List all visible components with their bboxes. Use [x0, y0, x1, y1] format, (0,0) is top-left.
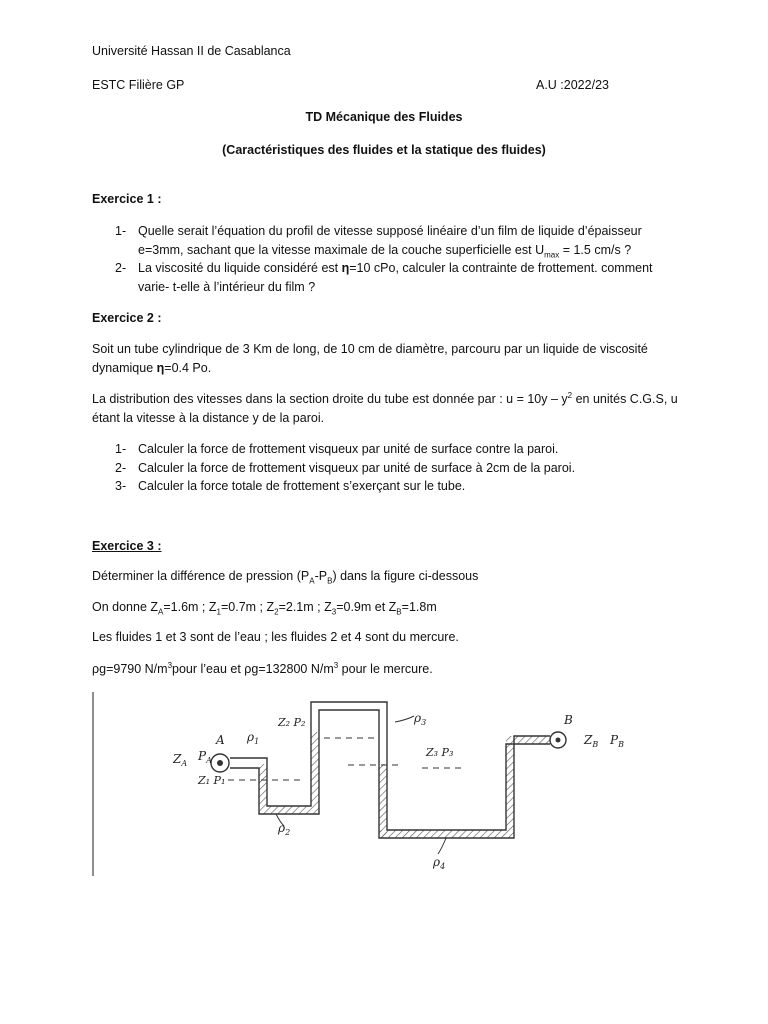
label-part: 4	[440, 862, 446, 871]
exercise-1-question-2	[92, 259, 682, 296]
label-part: B	[592, 740, 599, 749]
exercise-2-question	[92, 440, 682, 459]
paragraph-text: en unités C.G.S, u étant la vitesse à la distance y de la paroi.	[92, 392, 678, 425]
label-rho2	[277, 821, 290, 837]
question-text	[138, 224, 642, 257]
label-z3-p3: Z₃ P₃	[426, 746, 454, 759]
point-a-center	[217, 760, 223, 766]
manometer-figure	[92, 688, 676, 876]
label-part: B	[618, 740, 624, 749]
paragraph-text: La distribution des vitesses dans la section droite du tube est donnée par : u = 10y – y	[92, 392, 568, 406]
label-z2-p2: Z₂ P₂	[278, 716, 306, 729]
subscript: A	[309, 576, 315, 586]
label-part: 1	[254, 737, 260, 746]
mercury-fill	[259, 732, 554, 838]
label-part: P	[610, 733, 619, 747]
school-program: ESTC Filière GP	[92, 78, 185, 92]
exercise-2-questions	[92, 440, 682, 496]
page-subtitle: (Caractéristiques des fluides et la statique des fluides)	[222, 143, 546, 157]
exercise-3-line-3: Les fluides 1 et 3 sont de l’eau ; les fluides 2 et 4 sont du mercure.	[92, 630, 459, 644]
label-za	[172, 752, 187, 768]
academic-year: A.U :2022/23	[536, 78, 609, 92]
line-text: =1.6m ; Z	[163, 600, 217, 614]
page-title: TD Mécanique des Fluides	[305, 110, 463, 124]
label-part: 2	[285, 828, 291, 837]
line-text: pour le mercure.	[338, 662, 433, 676]
paragraph-text: =0.4 Po.	[164, 361, 212, 375]
label-rho1	[246, 730, 259, 746]
question-text: Calculer la force totale de frottement s’exerçant sur le tube.	[138, 479, 466, 493]
label-part: P	[198, 749, 207, 763]
label-part: ρ	[278, 821, 286, 835]
label-rho4	[432, 855, 445, 871]
label-part: ρ	[414, 711, 422, 725]
exercise-3-line-4	[92, 662, 433, 676]
line-text: -P	[314, 569, 328, 583]
question-text: Calculer la force de frottement visqueux par unité de surface contre la paroi.	[138, 442, 559, 456]
exercise-3-line-2	[92, 600, 437, 617]
question-text-part: = 1.5 cm/s ?	[559, 242, 632, 257]
line-text: ρg=9790 N/m	[92, 662, 168, 676]
label-z1-p1: Z₁ P₁	[198, 774, 226, 787]
superscript: 3	[167, 660, 173, 670]
question-text-part: La viscosité du liquide considéré est	[138, 261, 342, 275]
line-text: ) dans la figure ci-dessous	[332, 569, 479, 583]
line-text: =0.9m et Z	[336, 600, 397, 614]
question-text: Calculer la force de frottement visqueux par unité de surface à 2cm de la paroi.	[138, 460, 576, 475]
exercise-3-line-1	[92, 569, 479, 586]
exercise-1-questions	[92, 222, 682, 296]
subscript: 2	[274, 607, 279, 617]
subscript: 1	[216, 607, 221, 617]
line-text: On donne Z	[92, 600, 159, 614]
question-text	[138, 261, 653, 294]
label-part: Z	[584, 733, 593, 747]
square-superscript: 2	[567, 390, 573, 400]
exercise-3-heading: Exercice 3 :	[92, 539, 162, 553]
question-text-part: Quelle serait l’équation du profil de vitesse supposé linéaire d’un film de liquide d’épaisseur e=3mm, sachant que la vitesse maximale de la couche superficielle est U	[138, 224, 642, 257]
label-rho3	[413, 711, 426, 727]
exercise-2-question	[92, 477, 682, 496]
exercise-2-heading: Exercice 2 :	[92, 311, 162, 325]
exercise-1-question-1	[92, 222, 682, 259]
label-zb	[583, 733, 598, 749]
label-b: B	[564, 713, 573, 727]
question-text-part: =10 cPo, calculer la contrainte de frottement. comment varie- t-elle à l’intérieur du film ?	[138, 261, 653, 294]
exercise-2-paragraph-1	[92, 340, 678, 378]
university-name: Université Hassan II de Casablanca	[92, 44, 291, 58]
question-number: 2-	[115, 460, 127, 475]
question-number: 1-	[115, 224, 127, 238]
label-part: ρ	[247, 730, 255, 744]
subscript: B	[327, 576, 333, 586]
label-part: Z	[173, 752, 182, 766]
line-text: =1.8m	[401, 600, 437, 614]
label-part: A	[181, 759, 188, 768]
question-number: 2-	[115, 261, 127, 275]
line-text: Déterminer la différence de pression (P	[92, 569, 310, 583]
exercise-2-paragraph-2	[92, 390, 678, 428]
subscript: 3	[331, 607, 337, 617]
label-part: A	[206, 756, 212, 765]
exercise-2-question	[92, 459, 682, 478]
superscript: 3	[333, 660, 339, 670]
question-number: 3-	[115, 479, 127, 493]
eta-symbol: η	[341, 261, 350, 275]
line-text: =0.7m ; Z	[220, 600, 275, 614]
paragraph-text: Soit un tube cylindrique de 3 Km de long, de 10 cm de diamètre, parcouru par un liquide de viscosité dynamique	[92, 342, 648, 375]
label-a: A	[216, 733, 225, 747]
subscript: B	[396, 607, 402, 617]
label-pa	[197, 749, 212, 765]
label-part: 3	[421, 718, 427, 727]
point-b-center	[556, 738, 561, 743]
line-text: =2.1m ; Z	[278, 600, 332, 614]
question-number: 1-	[115, 442, 127, 456]
eta-symbol: η	[156, 361, 165, 375]
umax-subscript: max	[544, 250, 560, 259]
line-text: pour l’eau et ρg=132800 N/m	[172, 662, 334, 676]
label-part: ρ	[433, 855, 441, 869]
subscript: A	[158, 607, 164, 617]
exercise-1-heading: Exercice 1 :	[92, 192, 162, 206]
label-pb	[609, 733, 624, 749]
